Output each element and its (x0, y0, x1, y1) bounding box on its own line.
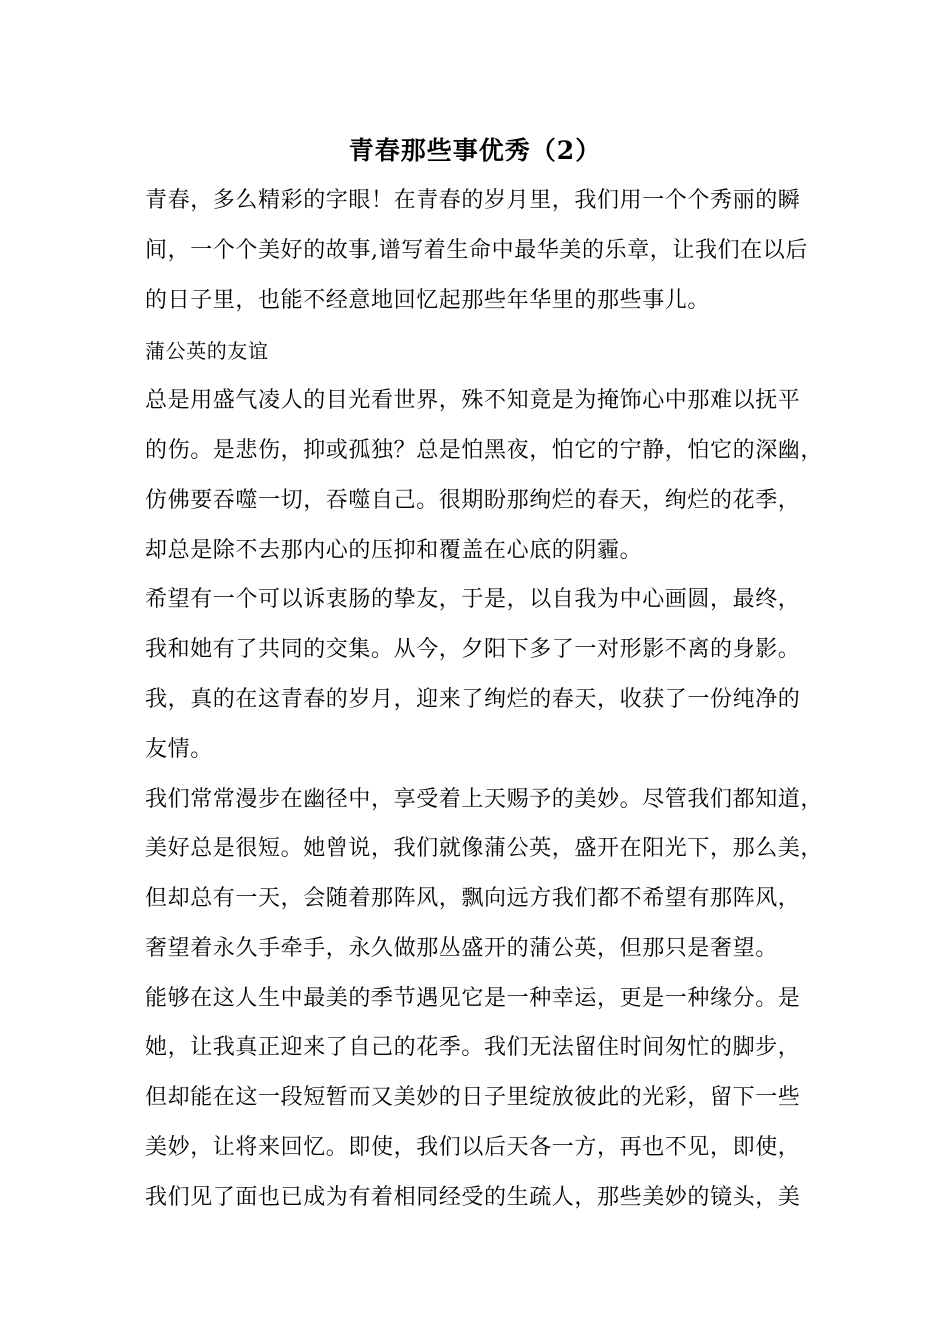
text-line: 奢望着永久手牵手，永久做那丛盛开的蒲公英，但那只是奢望。 (145, 936, 778, 961)
text-line: 仿佛要吞噬一切，吞噬自己。很期盼那绚烂的春天，绚烂的花季， (145, 488, 801, 513)
text-line: 美妙，让将来回忆。即使，我们以后天各一方，再也不见，即使， (145, 1135, 801, 1160)
text-line: 希望有一个可以诉衷肠的挚友，于是，以自我为中心画圆，最终， (145, 587, 801, 612)
text-line: 但却总有一天，会随着那阵风，飘向远方我们都不希望有那阵风， (145, 886, 801, 911)
section-heading: 蒲公英的友谊 (145, 339, 269, 363)
text-line: 我们常常漫步在幽径中，享受着上天赐予的美妙。尽管我们都知道， (145, 787, 824, 812)
text-line: 的日子里，也能不经意地回忆起那些年华里的那些事儿。 (145, 288, 711, 313)
text-line: 友情。 (145, 737, 213, 762)
text-line: 美好总是很短。她曾说，我们就像蒲公英，盛开在阳光下，那么美， (145, 836, 824, 861)
text-line: 但却能在这一段短暂而又美妙的日子里绽放彼此的光彩，留下一些 (145, 1085, 801, 1110)
text-line: 的伤。是悲伤，抑或孤独？总是怕黑夜，怕它的宁静，怕它的深幽， (145, 438, 824, 463)
text-line: 总是用盛气凌人的目光看世界，殊不知竟是为掩饰心中那难以抚平 (145, 388, 801, 413)
document-title: 青春那些事优秀（2） (348, 136, 602, 165)
text-line: 青春，多么精彩的字眼！在青春的岁月里，我们用一个个秀丽的瞬 (145, 188, 801, 213)
text-line: 却总是除不去那内心的压抑和覆盖在心底的阴霾。 (145, 538, 643, 563)
text-line: 我和她有了共同的交集。从今，夕阳下多了一对形影不离的身影。 (145, 637, 801, 662)
text-line: 能够在这人生中最美的季节遇见它是一种幸运，更是一种缘分。是 (145, 986, 801, 1011)
text-line: 我们见了面也已成为有着相同经受的生疏人，那些美妙的镜头，美 (145, 1185, 801, 1210)
text-line: 我，真的在这青春的岁月，迎来了绚烂的春天，收获了一份纯净的 (145, 687, 801, 712)
text-line: 间，一个个美好的故事,谱写着生命中最华美的乐章，让我们在以后 (145, 238, 808, 263)
text-line: 她，让我真正迎来了自己的花季。我们无法留住时间匆忙的脚步， (145, 1035, 801, 1060)
